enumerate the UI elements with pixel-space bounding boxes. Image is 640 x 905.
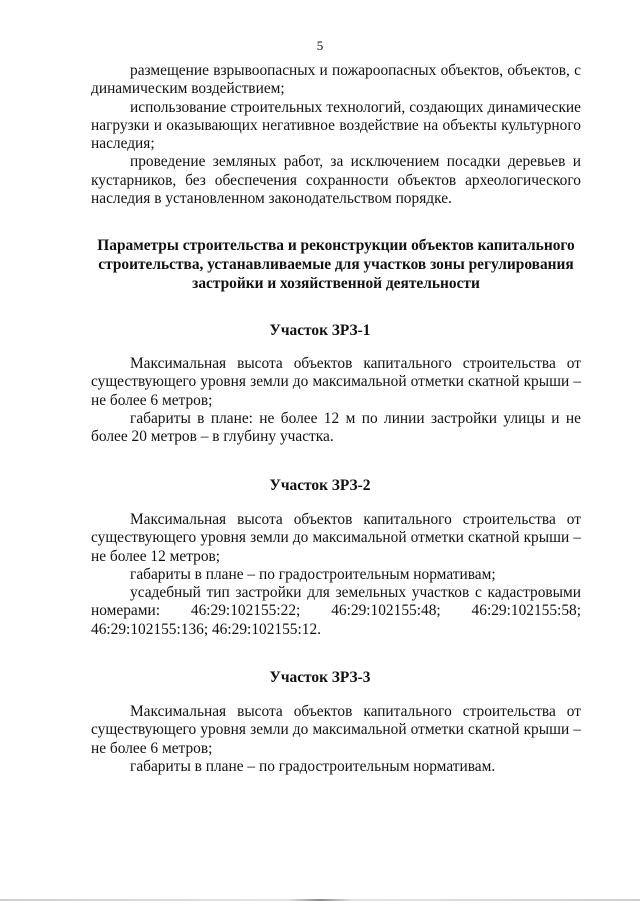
section-3-paragraph-2: габариты в плане – по градостроительным нормативам. — [130, 757, 496, 775]
section-1-paragraph-1: Максимальная высота объектов капитального строительства от существующего уровня земли до максимальной отметки скатной крыши – не более 6 метров; — [91, 355, 581, 409]
section-title-zrz-1: Участок ЗРЗ-1 — [269, 322, 371, 339]
main-heading: Параметры строительства и реконструкции объектов капитального строительства, устанавливаемые для участков зоны регулирования застройки и хозяйственной деятельности — [97, 237, 575, 292]
section-3-paragraph-1: Максимальная высота объектов капитального строительства от существующего уровня земли до максимальной отметки скатной крыши – не более 6 метров; — [91, 703, 581, 757]
intro-paragraph-2: использование строительных технологий, создающих динамические нагрузки и оказывающих негативное воздействие на объекты культурного наследия; — [91, 98, 581, 153]
page-number: 5 — [316, 38, 324, 53]
intro-paragraph-3: проведение земляных работ, за исключением посадки деревьев и кустарников, без обеспечения сохранности объектов археологического наследия в установленном законодательством порядке. — [91, 153, 581, 208]
section-body-zrz-1 — [91, 355, 581, 446]
section-2-paragraph-3: усадебный тип застройки для земельных участков с кадастровыми номерами: 46:29:102155:22; 46:29:102155:48; 46:29:102155:58; 46:29:102155:136; 46:29:102155:12. — [91, 584, 581, 638]
section-title-zrz-2: Участок ЗРЗ-2 — [269, 477, 371, 494]
intro-block — [91, 62, 581, 208]
intro-paragraph-1: размещение взрывоопасных и пожароопасных объектов, объектов, с динамическим воздействием; — [91, 62, 581, 98]
scan-bottom-edge — [0, 899, 640, 901]
section-1-paragraph-2: габариты в плане: не более 12 м по линии застройки улицы и не более 20 метров – в глубину участка. — [91, 409, 581, 446]
section-2-paragraph-1: Максимальная высота объектов капитального строительства от существующего уровня земли до максимальной отметки скатной крыши – не более 12 метров; — [91, 511, 581, 565]
section-body-zrz-2 — [91, 511, 581, 639]
section-2-paragraph-2: габариты в плане – по градостроительным нормативам; — [130, 565, 496, 583]
section-body-zrz-3 — [91, 703, 581, 776]
section-title-zrz-3: Участок ЗРЗ-3 — [269, 669, 371, 686]
